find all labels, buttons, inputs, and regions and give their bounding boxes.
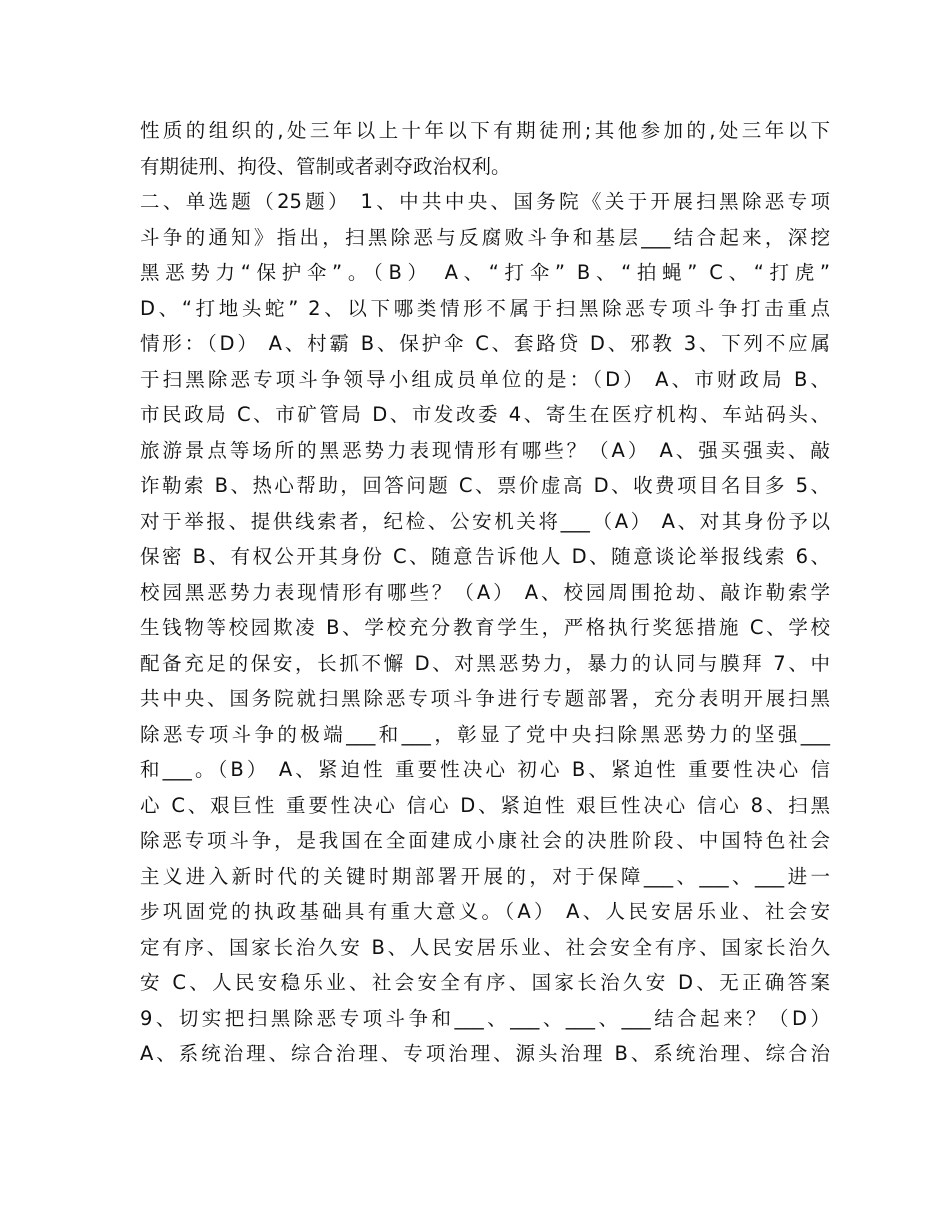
text-line: 主义进入新时代的关键时期部署开展的，对于保障___、___、___进一 xyxy=(140,864,830,888)
text-line: 情形：（D） A、村霸 B、保护伞 C、套路贷 D、邪教 3、下列不应属 xyxy=(140,332,830,355)
text-line: 安 C、人民安稳乐业、社会安全有序、国家长治久安 D、无正确答案 xyxy=(140,971,830,994)
text-line: 步巩固党的执政基础具有重大意义。（A） A、人民安居乐业、社会安 xyxy=(140,900,830,923)
text-line: 斗争的通知》指出，扫黑除恶与反腐败斗争和基层___结合起来，深挖 xyxy=(140,225,830,249)
text-line: 性质的组织的,处三年以上十年以下有期徒刑;其他参加的,处三年以下 xyxy=(140,119,830,142)
text-line: 有期徒刑、拘役、管制或者剥夺政治权利。 xyxy=(140,154,511,178)
text-line: 定有序、国家长治久安 B、人民安居乐业、社会安全有序、国家长治久 xyxy=(140,935,830,959)
text-line: 二、单选题（25题） 1、中共中央、国务院《关于开展扫黑除恶专项 xyxy=(140,190,830,213)
text-line: 于扫黑除恶专项斗争领导小组成员单位的是：（D） A、市财政局 B、 xyxy=(140,367,830,391)
text-line: 诈勒索 B、热心帮助，回答问题 C、票价虚高 D、收费项目名目多 5、 xyxy=(140,474,830,497)
text-line: 心 C、艰巨性 重要性决心 信心 D、紧迫性 艰巨性决心 信心 8、扫黑 xyxy=(140,793,830,817)
text-line: 配备充足的保安，长抓不懈 D、对黑恶势力，暴力的认同与膜拜 7、中 xyxy=(140,651,830,675)
text-line: 黑恶势力“保护伞”。（B） A、“打伞” B、“拍蝇” C、“打虎” xyxy=(140,261,830,284)
text-line: 生钱物等校园欺凌 B、学校充分教育学生，严格执行奖惩措施 C、学校 xyxy=(140,616,830,639)
text-line: 市民政局 C、市矿管局 D、市发改委 4、寄生在医疗机构、车站码头、 xyxy=(140,403,830,426)
text-line: 对于举报、提供线索者，纪检、公安机关将___（A） A、对其身份予以 xyxy=(140,509,830,533)
text-line: 保密 B、有权公开其身份 C、随意告诉他人 D、随意谈论举报线索 6、 xyxy=(140,545,830,568)
document-body xyxy=(140,113,830,1072)
text-line: 9、切实把扫黑除恶专项斗争和___、___、___、___结合起来？（D） xyxy=(140,1006,830,1030)
text-line: 校园黑恶势力表现情形有哪些？（A） A、校园周围抢劫、敲诈勒索学 xyxy=(140,580,830,604)
text-line: D、“打地头蛇” 2、以下哪类情形不属于扫黑除恶专项斗争打击重点 xyxy=(140,296,830,320)
text-line: 除恶专项斗争，是我国在全面建成小康社会的决胜阶段、中国特色社会 xyxy=(140,829,830,852)
text-line: A、系统治理、综合治理、专项治理、源头治理 B、系统治理、综合治 xyxy=(140,1042,830,1065)
text-line: 共中央、国务院就扫黑除恶专项斗争进行专题部署，充分表明开展扫黑 xyxy=(140,687,830,710)
text-line: 除恶专项斗争的极端___和___，彰显了党中央扫除黑恶势力的坚强___ xyxy=(140,722,830,746)
text-line: 和___。（B） A、紧迫性 重要性决心 初心 B、紧迫性 重要性决心 信 xyxy=(140,758,830,781)
text-line: 旅游景点等场所的黑恶势力表现情形有哪些？（A） A、强买强卖、敲 xyxy=(140,438,830,462)
